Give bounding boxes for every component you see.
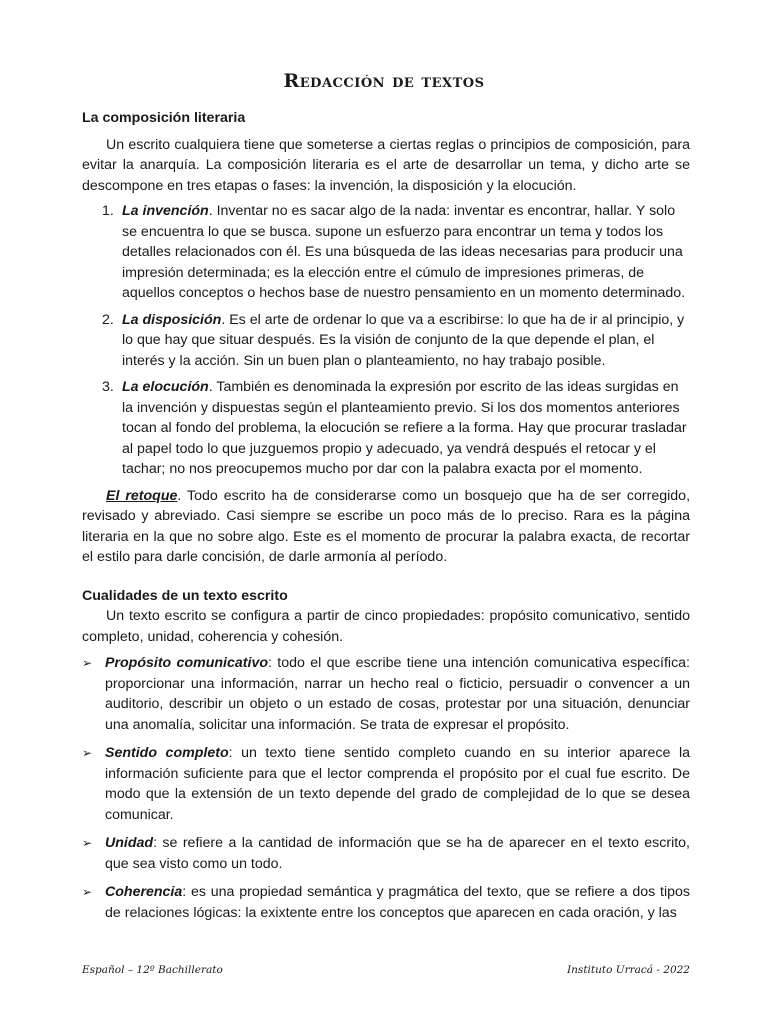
- list-item: [82, 653, 690, 735]
- numbered-list-etapas: [82, 201, 690, 480]
- list-item: [102, 310, 690, 372]
- list-term: Sentido completo: [105, 745, 229, 761]
- list-text: : es una propiedad semántica y pragmática del texto, que se refiere a dos tipos de relaciones lógicas: la exixtente entre los conceptos que aparecen en cada oración, y las: [105, 884, 690, 921]
- list-text: . También es denominada la expresión por escrito de las ideas surgidas en la invención y dispuestas según el planteamiento previo. Si los dos momentos anteriores tocan al fondo del problema, la elocución se refiere a la forma. Hay que procurar trasladar al papel todo lo que juzguemos propio y adecuado, ya vendrá después el retocar y el tachar; no nos preocupemos mucho por dar con la palabra exacta por el momento.: [122, 379, 687, 477]
- paragraph-retoque: [82, 486, 690, 568]
- list-term: Coherencia: [105, 884, 183, 900]
- list-term: Unidad: [105, 835, 154, 851]
- list-term: La invención: [122, 203, 209, 219]
- list-number: 2.: [102, 311, 114, 328]
- paragraph-intro-composicion: Un escrito cualquiera tiene que someterse a ciertas reglas o principios de composición, para evitar la anarquía. La composición literaria es el arte de desarrollar un tema, y dicho arte se descompone en tres etapas o fases: la invención, la disposición y la elocución.: [82, 136, 690, 194]
- list-term: La disposición: [122, 311, 222, 328]
- document-body: [82, 108, 690, 931]
- footer-left: Español – 12º Bachillerato: [82, 964, 223, 976]
- list-term: La elocución: [122, 379, 209, 395]
- list-number: 3.: [102, 379, 114, 395]
- page-title: Redacción de textos: [283, 70, 485, 92]
- arrow-bullet-icon: ➢: [82, 656, 93, 670]
- section-heading-composicion: La composición literaria: [82, 110, 246, 126]
- list-item: [102, 377, 690, 480]
- list-item: [82, 743, 690, 825]
- arrow-bullet-icon: ➢: [82, 836, 93, 850]
- list-number: 1.: [102, 203, 114, 219]
- list-text: . Es el arte de ordenar lo que va a escribirse: lo que ha de ir al principio, y lo que hay que situar después. Es la visión de conjunto de la que depende el plan, el interés y la acción. Sin un buen plan o planteamiento, no hay trabajo posible.: [122, 311, 685, 369]
- arrow-bullet-icon: ➢: [82, 746, 93, 760]
- list-item: [82, 833, 690, 874]
- list-text: : un texto tiene sentido completo cuando en su interior aparece la información suficiente para que el lector comprenda el propósito por el cual fue escrito. De modo que la extensión de un texto depende del grado de complejidad de lo que se desea comunicar.: [105, 745, 690, 823]
- retoque-term: El retoque: [106, 487, 178, 504]
- list-item: [82, 882, 690, 923]
- section-heading-cualidades: Cualidades de un texto escrito: [82, 587, 288, 604]
- paragraph-intro-cualidades: Un texto escrito se configura a partir de cinco propiedades: propósito comunicativo, sentido completo, unidad, coherencia y cohesión.: [82, 608, 690, 645]
- footer-right: Instituto Urracá - 2022: [567, 964, 690, 976]
- list-text: : se refiere a la cantidad de información que se ha de aparecer en el texto escrito, que sea visto como un todo.: [105, 835, 690, 872]
- list-item: [102, 201, 690, 304]
- list-text: . Inventar no es sacar algo de la nada: inventar es encontrar, hallar. Y solo se encuentra lo que se busca. supone un esfuerzo para encontrar un tema y todos los detalles relacionados con él. Es una búsqueda de las ideas necesarias para producir una impresión determinada; es la elección entre el cúmulo de impresiones primeras, de aquellos conceptos o hechos base de nuestro pensamiento en un momento determinado.: [122, 203, 686, 301]
- list-term: Propósito comunicativo: [105, 655, 269, 671]
- page-footer: [82, 964, 690, 976]
- retoque-text: . Todo escrito ha de considerarse como un bosquejo que ha de ser corregido, revisado y abreviado. Casi siempre se escribe un poco más de lo preciso. Rara es la página literaria en la que no sobre algo. Este es el momento de procurar la palabra exacta, de recortar el estilo para darle concisión, de darle armonía al período.: [82, 487, 691, 565]
- arrow-bullet-icon: ➢: [82, 885, 93, 899]
- list-text: : todo el que escribe tiene una intención comunicativa específica: proporcionar una información, narrar un hecho real o ficticio, persuadir o convencer a un auditorio, describir un objeto o un estado de cosas, protestar por una situación, denunciar una anomalía, solicitar una información. Se trata de expresar el propósito.: [105, 655, 690, 733]
- bullet-list-cualidades: [82, 653, 690, 923]
